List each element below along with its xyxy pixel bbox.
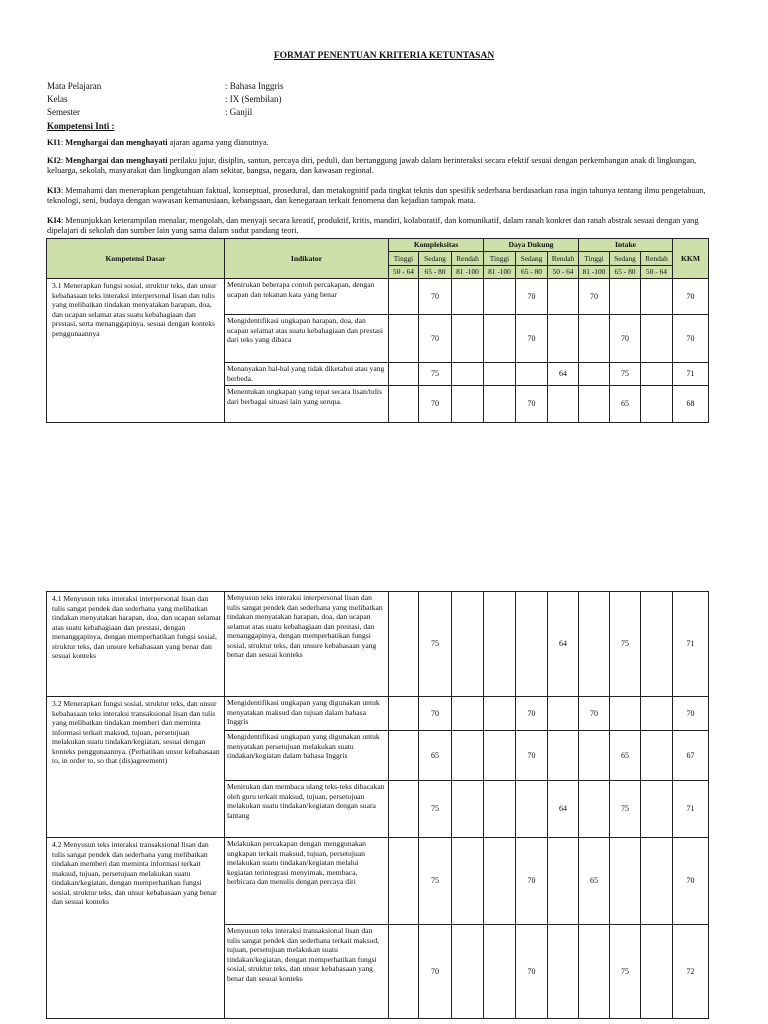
score-cell [641,697,673,731]
ki-code: KI2 [47,156,61,165]
score-cell [516,592,548,697]
score-cell [579,731,610,781]
sub-level-header: Rendah [452,252,484,266]
sub-level-header: Rendah [641,252,673,266]
kompetensi-inti-heading: Kompetensi Inti : [47,121,115,131]
kkm-table-body [47,279,709,423]
score-cell: 70 [579,279,610,315]
score-cell: 70 [516,731,548,781]
indikator-cell: Menirukan dan membaca ulang teks-teks dibacakan oleh guru terkait maksud, tujuan, persetujuan melakukan suatu tindakan/kegiatan dengan suara lantang [225,781,389,838]
indikator-cell: Mengidentifikasi ungkapan yang digunakan untuk menyatakan persetujuan melakukan suatu tindakan/kegiatan dalam bahasa Inggris [225,731,389,781]
kompetensi-dasar-cell: 4.1 Menyusun teks interaksi interpersonal lisan dan tulis sangat pendek dan sederhana yang melibatkan tindakan menyatakan harapan, doa, dan ucapan selamat atas suatu kebahagiaan dan prestasi, dengan menanggapinya, dengan memperhatikan fungsi sosial, struktur teks, dan unsure kebahasaan yang benar dan sesuai konteks [47,592,225,697]
header-kompetensi-dasar: Kompetensi Dasar [47,239,225,279]
score-cell [484,363,516,386]
score-cell [641,731,673,781]
ki-bold: Menghargai dan menghayati [65,138,168,147]
score-cell: 70 [419,279,452,315]
score-cell [579,925,610,1019]
score-cell [641,925,673,1019]
score-cell: 64 [548,363,579,386]
score-cell: 70 [516,386,548,423]
sub-level-header: Rendah [548,252,579,266]
ki-code: KI4 [47,216,61,225]
meta-label: Semester [47,107,80,117]
score-cell [579,315,610,363]
score-cell: 70 [610,315,641,363]
score-cell: 75 [419,592,452,697]
score-cell: 70 [579,697,610,731]
kompetensi-dasar-cell: 4.2 Menyusun teks interaksi transaksional lisan dan tulis sangat pendek dan sederhana yang melibatkan tindakan memberi dan meminta informasi terkait maksud, tujuan, persetujuan melakukan suatu tindakan/kegiatan, dengan memperhatikan fungsi sosial, struktur teks, dan unsur kebahasaan yang benar dan sesuai konteks [47,838,225,1019]
score-cell [452,279,484,315]
sub-level-header: Sedang [610,252,641,266]
score-cell [548,838,579,925]
kompetensi-dasar-cell: 3.2 Menerapkan fungsi sosial, struktur teks, dan unsur kebahasaan teks interaksi transaksional lisan dan tulis yang melibatkan tindakan memberi dan meminta informasi terkait maksud, tujuan, persetujuan melakukan suatu tindakan/kegiatan, sesuai dengan konteks penggunaannya. (Perhatikan unsur kebahasaan to, in order to, so that (dis)agreement) [47,697,225,838]
indikator-cell: Menentukan ungkapan yang tepat secara lisan/tulis dari berbagai situasi lain yang serupa. [225,386,389,423]
score-cell [484,697,516,731]
score-cell [389,925,419,1019]
score-cell [548,925,579,1019]
score-cell [452,315,484,363]
score-cell [389,315,419,363]
ki-text: ajaran agama yang dianutnya. [167,138,269,147]
ki-code: KI3 [47,186,61,195]
table-row [47,592,709,697]
score-cell [484,781,516,838]
sub-level-header: Tinggi [579,252,610,266]
indikator-cell: Menyusun teks interaksi transaksional lisan dan tulis sangat pendek dan sederhana terkait maksud, tujuan, persetujuan melakukan suatu tindakan/kegiatan, dengan memperhatikan fungsi sosial, struktur teks, dan unsur kebahasaan yang benar dan sesuai konteks [225,925,389,1019]
score-cell [579,363,610,386]
score-cell [548,315,579,363]
sub-range-header: 50 - 64 [389,266,419,279]
sub-level-header: Tinggi [389,252,419,266]
ki-paragraph-1: KI1: Menghargai dan menghayati ajaran agama yang dianutnya. [47,138,269,147]
score-cell [641,315,673,363]
meta-value: : Ganjil [225,107,253,117]
score-cell [452,386,484,423]
ki-paragraph-4: KI4: Menunjukkan keterampilan menalar, mengolah, dan menyaji secara kreatif, produktif, kritis, mandiri, kolaboratif, dan komunikatif, dalam ranah konkret dan ranah abstrak sesuai dengan yang dipelajari di sekolah dan sumber lain yang sama dalam sudut pandang teori. [47,216,699,235]
score-cell [579,386,610,423]
kkm-table-page-2 [46,591,709,1019]
header-indikator: Indikator [225,239,389,279]
score-cell: 70 [419,315,452,363]
kkm-cell: 67 [673,731,709,781]
ki-text: Memahami dan menerapkan pengetahuan faktual, konseptual, prosedural, dan metakognitif pada tingkat teknis dan spesifik sederhana berdasarkan rasa ingin tahunya tentang ilmu pengetahuan, teknologi, seni, budaya dengan wawasan kemanusiaan, kebangsaan, dan kenegaraan terkait fenomena dan kejadian tampak mata. [47,186,706,205]
score-cell [484,315,516,363]
sub-range-header: 65 - 80 [610,266,641,279]
score-cell: 65 [419,731,452,781]
score-cell: 75 [419,838,452,925]
score-cell [641,838,673,925]
table-row [47,697,709,731]
indikator-cell: Menyusun teks interaksi interpersonal lisan dan tulis sangat pendek dan sederhana yang melibatkan tindakan menyatakan harapan, doa, dan ucapan selamat atas suatu kebahagiaan dan prestasi, dan menanggapinya, dengan memperhatikan fungsi sosial, struktur teks, dan unsure kebahasaan yang benar dan sesuai konteks [225,592,389,697]
score-cell: 70 [516,925,548,1019]
indikator-cell: Mengidentifikasi ungkapan harapan, doa, dan ucapan selamat atas suatu kebahagiaan dan prestasi dari teks yang dibaca [225,315,389,363]
score-cell [452,838,484,925]
score-cell [548,731,579,781]
sub-range-header: 65 - 80 [419,266,452,279]
score-cell [516,781,548,838]
score-cell: 64 [548,781,579,838]
score-cell [484,925,516,1019]
sub-level-header: Sedang [516,252,548,266]
score-cell [641,592,673,697]
score-cell [610,279,641,315]
kkm-cell: 68 [673,386,709,423]
score-cell: 70 [419,925,452,1019]
table-row [47,279,709,315]
score-cell: 75 [610,592,641,697]
score-cell: 75 [610,781,641,838]
meta-row-class [47,93,282,105]
score-cell: 75 [610,363,641,386]
score-cell [516,363,548,386]
sub-range-header: 50 - 64 [548,266,579,279]
kkm-cell: 72 [673,925,709,1019]
kkm-table-page-1 [46,238,709,423]
ki-text: perilaku jujur, disiplin, santun, percaya diri, peduli, dan bertanggung jawab dalam berinteraksi secara efektif sesuai dengan perkembangan anak di lingkungan, keluarga, sekolah, masyarakat dan lingkungan alam sekitar, bangsa, negara, dan kawasan regional. [47,156,697,175]
sub-range-header: 65 - 80 [516,266,548,279]
score-cell [452,592,484,697]
score-cell [389,386,419,423]
score-cell: 65 [610,386,641,423]
kkm-cell: 70 [673,838,709,925]
meta-label: Kelas [47,94,68,104]
score-cell [641,363,673,386]
score-cell [484,592,516,697]
ki-bold: Menghargai dan menghayati [65,156,168,165]
document-title: FORMAT PENENTUAN KRITERIA KETUNTASAN [273,51,495,61]
score-cell [548,279,579,315]
meta-value: : IX (Sembilan) [225,94,282,104]
score-cell [610,697,641,731]
sub-range-header: 81 -100 [579,266,610,279]
score-cell: 70 [516,697,548,731]
score-cell [548,386,579,423]
kkm-cell: 71 [673,781,709,838]
header-kompleksitas: Kompleksitas [389,239,484,252]
score-cell [484,838,516,925]
score-cell: 75 [419,781,452,838]
indikator-cell: Menanyakan hal-hal yang tidak diketahui atau yang berbeda. [225,363,389,386]
ki-paragraph-3: KI3: Memahami dan menerapkan pengetahuan faktual, konseptual, prosedural, dan metakognitif pada tingkat teknis dan spesifik sederhana berdasarkan rasa ingin tahunya tentang ilmu pengetahuan, teknologi, seni, budaya dengan wawasan kemanusiaan, kebangsaan, dan kenegaraan terkait fenomena dan kejadian tampak mata. [47,186,706,205]
score-cell: 75 [610,925,641,1019]
score-cell [389,592,419,697]
ki-paragraph-2: KI2: Menghargai dan menghayati perilaku jujur, disiplin, santun, percaya diri, peduli, dan bertanggung jawab dalam berinteraksi secara efektif sesuai dengan perkembangan anak di lingkungan, keluarga, sekolah, masyarakat dan lingkungan alam sekitar, bangsa, negara, dan kawasan regional. [47,156,697,175]
score-cell [389,697,419,731]
score-cell [389,731,419,781]
score-cell [484,386,516,423]
ki-code: KI1 [47,138,61,147]
sub-level-header: Tinggi [484,252,516,266]
header-kkm: KKM [673,239,709,279]
indikator-cell: Menirukan beberapa contoh percakapan, dengan ucapan dan tekanan kata yang benar [225,279,389,315]
score-cell: 64 [548,592,579,697]
sub-level-header: Sedang [419,252,452,266]
indikator-cell: Mengidentifikasi ungkapan yang digunakan untuk menyatakan maksud dan tujuan dalam bahasa Inggris [225,697,389,731]
score-cell [641,386,673,423]
score-cell [484,279,516,315]
score-cell [548,697,579,731]
score-cell: 65 [610,731,641,781]
score-cell [452,731,484,781]
ki-text: Menunjukkan keterampilan menalar, mengolah, dan menyaji secara kreatif, produktif, kritis, mandiri, kolaboratif, dan komunikatif, dalam ranah konkret dan ranah abstrak sesuai dengan yang dipelajari di sekolah dan sumber lain yang sama dalam sudut pandang teori. [47,216,699,235]
score-cell [641,781,673,838]
score-cell [452,925,484,1019]
score-cell: 70 [516,315,548,363]
sub-range-header: 81 -100 [452,266,484,279]
indikator-cell: Melakukan percakapan dengan menggunakan ungkapan terkait maksud, tujuan, persetujuan melakukan suatu tindakan/kegiatan melalui kegiatan terintegrasi menyimak, membaca, berbicara dan menulis dengan percaya diri [225,838,389,925]
score-cell [641,279,673,315]
score-cell [452,697,484,731]
sub-range-header: 81 -100 [484,266,516,279]
meta-row-subject [47,80,284,92]
kkm-table-body [47,592,709,1019]
score-cell [389,781,419,838]
score-cell [579,592,610,697]
meta-row-semester [47,106,252,118]
meta-label: Mata Pelajaran [47,81,102,91]
score-cell [452,781,484,838]
kkm-cell: 71 [673,592,709,697]
score-cell: 70 [419,386,452,423]
score-cell [579,781,610,838]
kkm-cell: 71 [673,363,709,386]
score-cell: 70 [516,838,548,925]
kkm-cell: 70 [673,697,709,731]
score-cell: 65 [579,838,610,925]
score-cell: 75 [419,363,452,386]
score-cell: 70 [419,697,452,731]
score-cell [389,838,419,925]
score-cell [389,279,419,315]
table-row [47,838,709,925]
kkm-cell: 70 [673,279,709,315]
sub-range-header: 50 - 64 [641,266,673,279]
score-cell [484,731,516,781]
score-cell [389,363,419,386]
kompetensi-dasar-cell: 3.1 Menerapkan fungsi sosial, struktur teks, dan unsur kebahasaan teks interaksi interpersonal lisan dan tulis yang melibatkan tindakan menyatakan harapan, doa, dan ucapan selamat atas suatu kebahagiaan dan prestasi, serta menanggapinya, sesuai dengan konteks penggunaannya [47,279,225,423]
header-intake: Intake [579,239,673,252]
score-cell [610,838,641,925]
score-cell: 70 [516,279,548,315]
header-daya-dukung: Daya Dukung [484,239,579,252]
meta-value: : Bahasa Inggris [225,81,284,91]
score-cell [452,363,484,386]
kkm-cell: 70 [673,315,709,363]
